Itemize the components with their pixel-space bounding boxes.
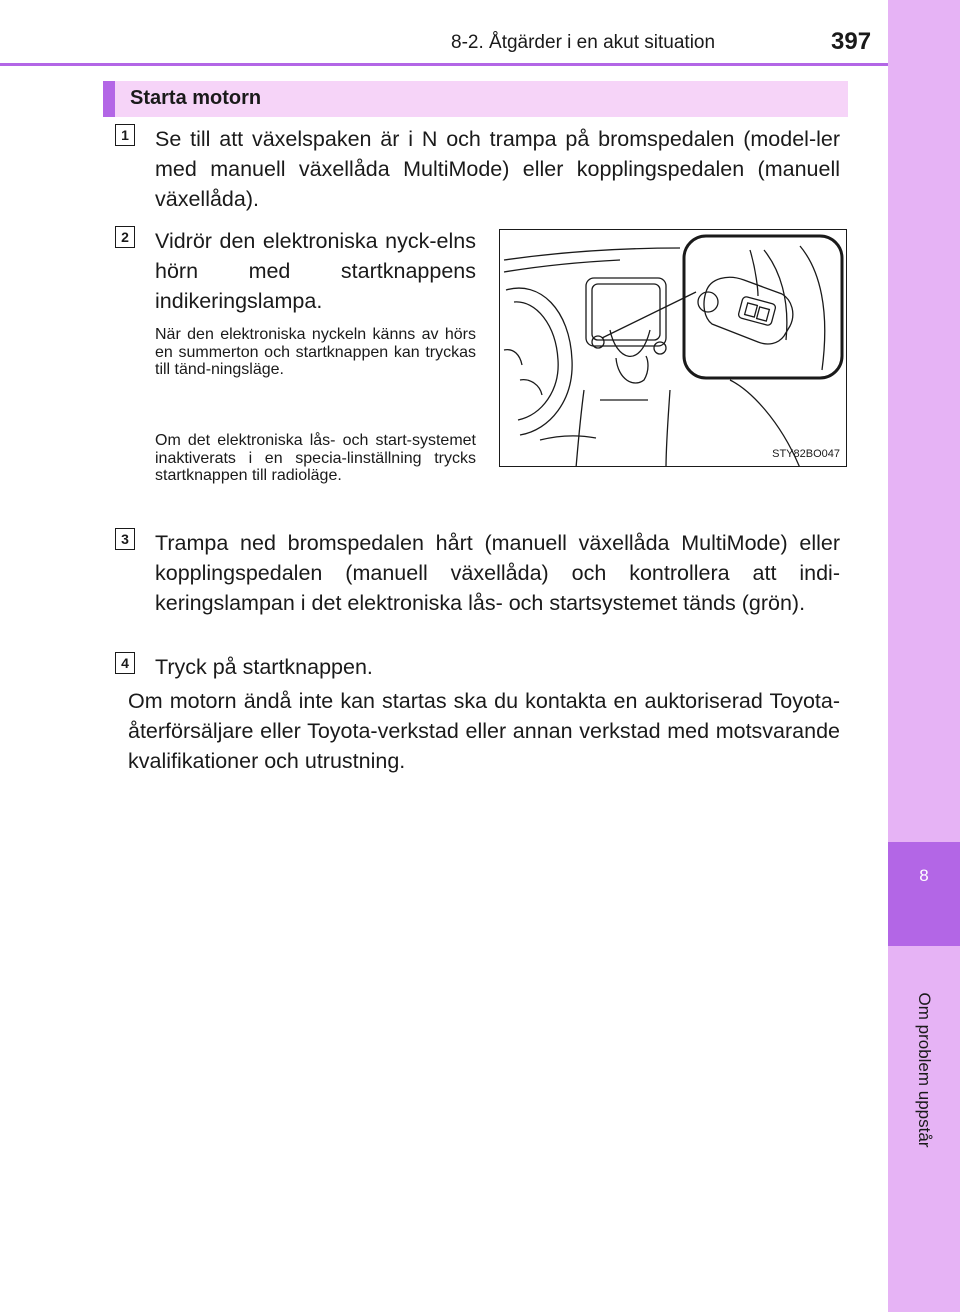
step-number-box: 2 [115, 226, 135, 248]
step-text: Tryck på startknappen. [155, 655, 373, 679]
dashboard-key-drawing [500, 230, 847, 467]
closing-paragraph: Om motorn ändå inte kan startas ska du kontakta en auktoriserad Toyota-återförsäljare eller Toyota-verkstad eller annan verkstad med motsvarande kvalifikationer och utrustning. [128, 689, 840, 773]
side-tab-background [888, 0, 960, 842]
step-number-box: 4 [115, 652, 135, 674]
step-text: Se till att växelspaken är i N och trampa på bromspedalen (model-ler med manuell växellåda MultiMode) eller kopplingspedalen (manuell växellåda). [155, 127, 840, 211]
section-title: Starta motorn [130, 87, 262, 109]
section-title-accent [103, 81, 115, 117]
step-note: När den elektroniska nyckeln känns av hörs en summerton och startknappen kan tryckas till tänd-ningsläge. [155, 326, 476, 378]
step-number-box: 3 [115, 528, 135, 550]
header-section-title: 8-2. Åtgärder i en akut situation [451, 32, 716, 53]
chapter-number: 8 [919, 866, 929, 885]
page-number: 397 [831, 28, 872, 55]
figure-code: STY82BO047 [772, 448, 840, 460]
chapter-tab-marker[interactable] [888, 842, 960, 946]
step-note: Om det elektroniska lås- och start-systemet inaktiverats i en specia-linställning trycks startknappen till radioläge. [155, 432, 476, 484]
step-number-box: 1 [115, 124, 135, 146]
section-title-bar [103, 81, 848, 117]
step-text: Vidrör den elektroniska nyck-elns hörn med startknappens indikeringslampa. [155, 229, 476, 313]
step-text: Trampa ned bromspedalen hårt (manuell växellåda MultiMode) eller kopplingspedalen (manuell växellåda) och kontrollera att indi-keringslampan i det elektroniska lås- och startsystemet tänds (grön). [155, 531, 840, 615]
dashboard-illustration [499, 229, 847, 467]
chapter-title: Om problem uppstår [915, 992, 934, 1148]
header-divider [0, 63, 888, 66]
